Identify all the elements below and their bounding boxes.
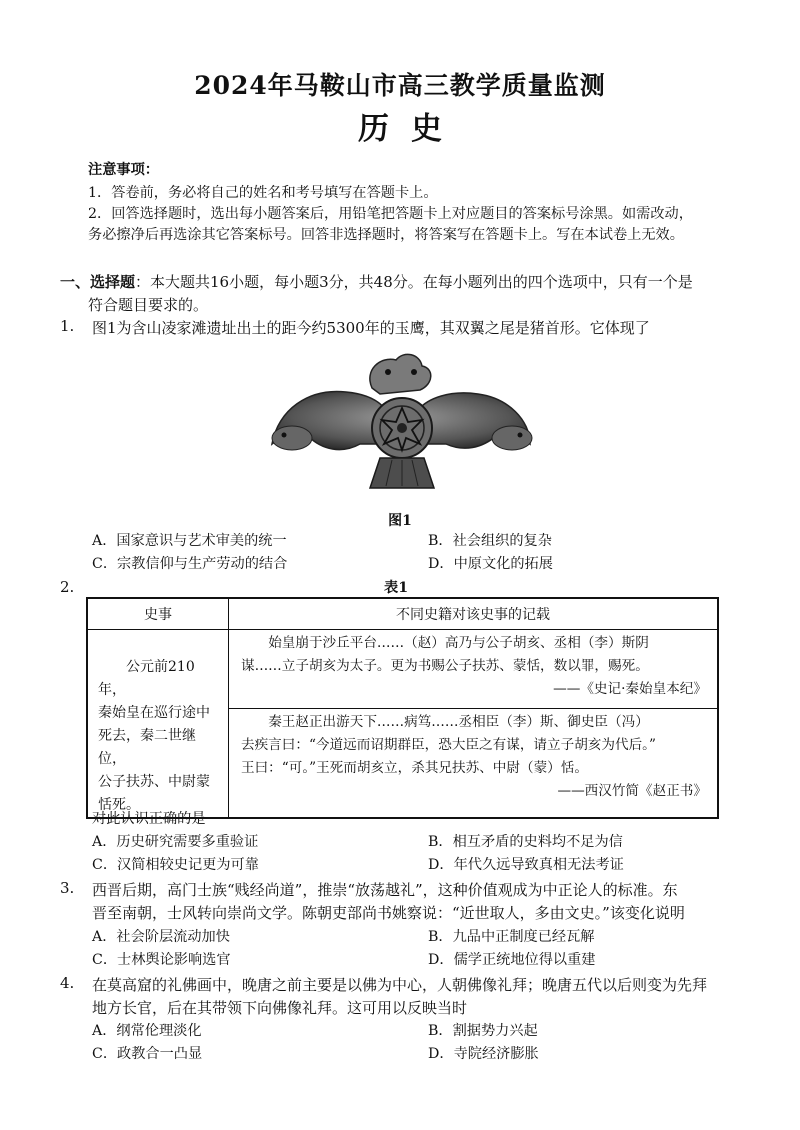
section-intro bbox=[60, 271, 693, 292]
q2-option-c[interactable]: C．汉简相较史记更为可靠 bbox=[92, 857, 259, 873]
table-event-cell bbox=[87, 630, 229, 819]
section-label: 一、选择题 bbox=[60, 273, 136, 291]
event-line: 公元前210年， bbox=[98, 659, 195, 698]
record2-line: 王曰：“可。”王死而胡亥立，杀其兄扶苏、中尉（蒙）恬。 bbox=[241, 760, 588, 776]
section-desc: ：本大题共16小题，每小题3分，共48分。在每小题列出的四个选项中，只有一个是 bbox=[135, 273, 693, 291]
q4-stem-line-1: 在莫高窟的礼佛画中，晚唐之前主要是以佛为中心，人朝佛像礼拜；晚唐五代以后则变为先拜 bbox=[92, 976, 708, 994]
record2-line: 秦王赵正出游天下……病笃……丞相臣（李）斯、御史臣（冯） bbox=[268, 714, 649, 730]
q1-option-c[interactable]: C．宗教信仰与生产劳动的结合 bbox=[92, 556, 288, 572]
event-line: 恬死。 bbox=[98, 797, 140, 813]
table-header-row bbox=[87, 598, 718, 630]
q4-option-c[interactable]: C．政教合一凸显 bbox=[92, 1046, 203, 1062]
q2-option-b[interactable]: B．相互矛盾的史料均不足为信 bbox=[428, 834, 623, 850]
q3-option-d[interactable]: D．儒学正统地位得以重建 bbox=[428, 952, 596, 968]
table-caption: 表1 bbox=[384, 580, 409, 596]
exam-title: 2024年马鞍山市高三教学质量监测 bbox=[194, 71, 606, 100]
q2-option-d[interactable]: D．年代久远导致真相无法考证 bbox=[428, 857, 624, 873]
figure-caption: 图1 bbox=[388, 513, 412, 529]
notice-line-3: 务必擦净后再选涂其它答案标号。回答非选择题时，将答案写在答题卡上。写在本试卷上无效。 bbox=[88, 227, 684, 243]
q4-option-a[interactable]: A．纲常伦理淡化 bbox=[92, 1023, 202, 1039]
notice-heading: 注意事项： bbox=[88, 162, 159, 178]
q2-number: 2. bbox=[60, 578, 75, 596]
table-record-cell-2 bbox=[229, 709, 719, 819]
record1-line: 谋……立子胡亥为太子。更为书赐公子扶苏、蒙恬，数以罪，赐死。 bbox=[241, 658, 649, 674]
q3-stem-line-2: 晋至南朝，士风转向崇尚文学。陈朝吏部尚书姚察说：“近世取人，多由文史。”该变化说明 bbox=[92, 904, 685, 922]
jade-eagle-image bbox=[268, 340, 536, 490]
notice-line-2: 2．回答选择题时，选出每小题答案后，用铅笔把答题卡上对应题目的答案标号涂黑。如需改动， bbox=[88, 206, 693, 222]
q1-option-b[interactable]: B．社会组织的复杂 bbox=[428, 533, 552, 549]
record1-line: 始皇崩于沙丘平台……（赵）高乃与公子胡亥、丞相（李）斯阴 bbox=[268, 635, 649, 651]
table-row bbox=[87, 630, 718, 709]
q4-stem-line-2: 地方长官，后在其带领下向佛像礼拜。这可用以反映当时 bbox=[92, 999, 468, 1017]
record2-line: 去疾言曰：“今道远而诏期群臣，恐大臣之有谋，请立子胡亥为代后。” bbox=[241, 737, 656, 753]
q2-stem: 对此认识正确的是 bbox=[92, 811, 206, 827]
q1-stem: 图1为含山凌家滩遗址出土的距今约5300年的玉鹰，其双翼之尾是猪首形。它体现了 bbox=[92, 319, 650, 337]
q3-number: 3. bbox=[60, 879, 75, 897]
q1-option-a[interactable]: A．国家意识与艺术审美的统一 bbox=[92, 533, 287, 549]
section-desc-2: 符合题目要求的。 bbox=[88, 296, 209, 314]
table-header-event: 史事 bbox=[87, 598, 229, 630]
record1-source: ——《史记·秦始皇本纪》 bbox=[553, 681, 707, 697]
subject-title: 历史 bbox=[358, 111, 464, 147]
event-line: 公子扶苏、中尉蒙 bbox=[98, 774, 210, 790]
event-line: 死去，秦二世继位， bbox=[98, 728, 196, 767]
q3-option-a[interactable]: A．社会阶层流动加快 bbox=[92, 929, 230, 945]
q4-number: 4. bbox=[60, 974, 75, 992]
table-header-records: 不同史籍对该史事的记载 bbox=[229, 598, 719, 630]
q2-option-a[interactable]: A．历史研究需要多重验证 bbox=[92, 834, 259, 850]
q1-number: 1. bbox=[60, 317, 75, 335]
q3-stem-line-1: 西晋后期，高门士族“贱经尚道”，推崇“放荡越礼”，这种价值观成为中正论人的标准。东 bbox=[92, 881, 678, 899]
q3-option-b[interactable]: B．九品中正制度已经瓦解 bbox=[428, 929, 595, 945]
history-table bbox=[86, 597, 719, 819]
q1-option-d[interactable]: D．中原文化的拓展 bbox=[428, 556, 553, 572]
q4-option-d[interactable]: D．寺院经济膨胀 bbox=[428, 1046, 539, 1062]
notice-line-1: 1．答卷前，务必将自己的姓名和考号填写在答题卡上。 bbox=[88, 185, 438, 201]
q3-option-c[interactable]: C．士林舆论影响选官 bbox=[92, 952, 231, 968]
table-record-cell-1 bbox=[229, 630, 719, 709]
event-line: 秦始皇在巡行途中 bbox=[98, 705, 210, 721]
record2-source: ——西汉竹简《赵正书》 bbox=[557, 783, 707, 799]
q4-option-b[interactable]: B．割据势力兴起 bbox=[428, 1023, 538, 1039]
